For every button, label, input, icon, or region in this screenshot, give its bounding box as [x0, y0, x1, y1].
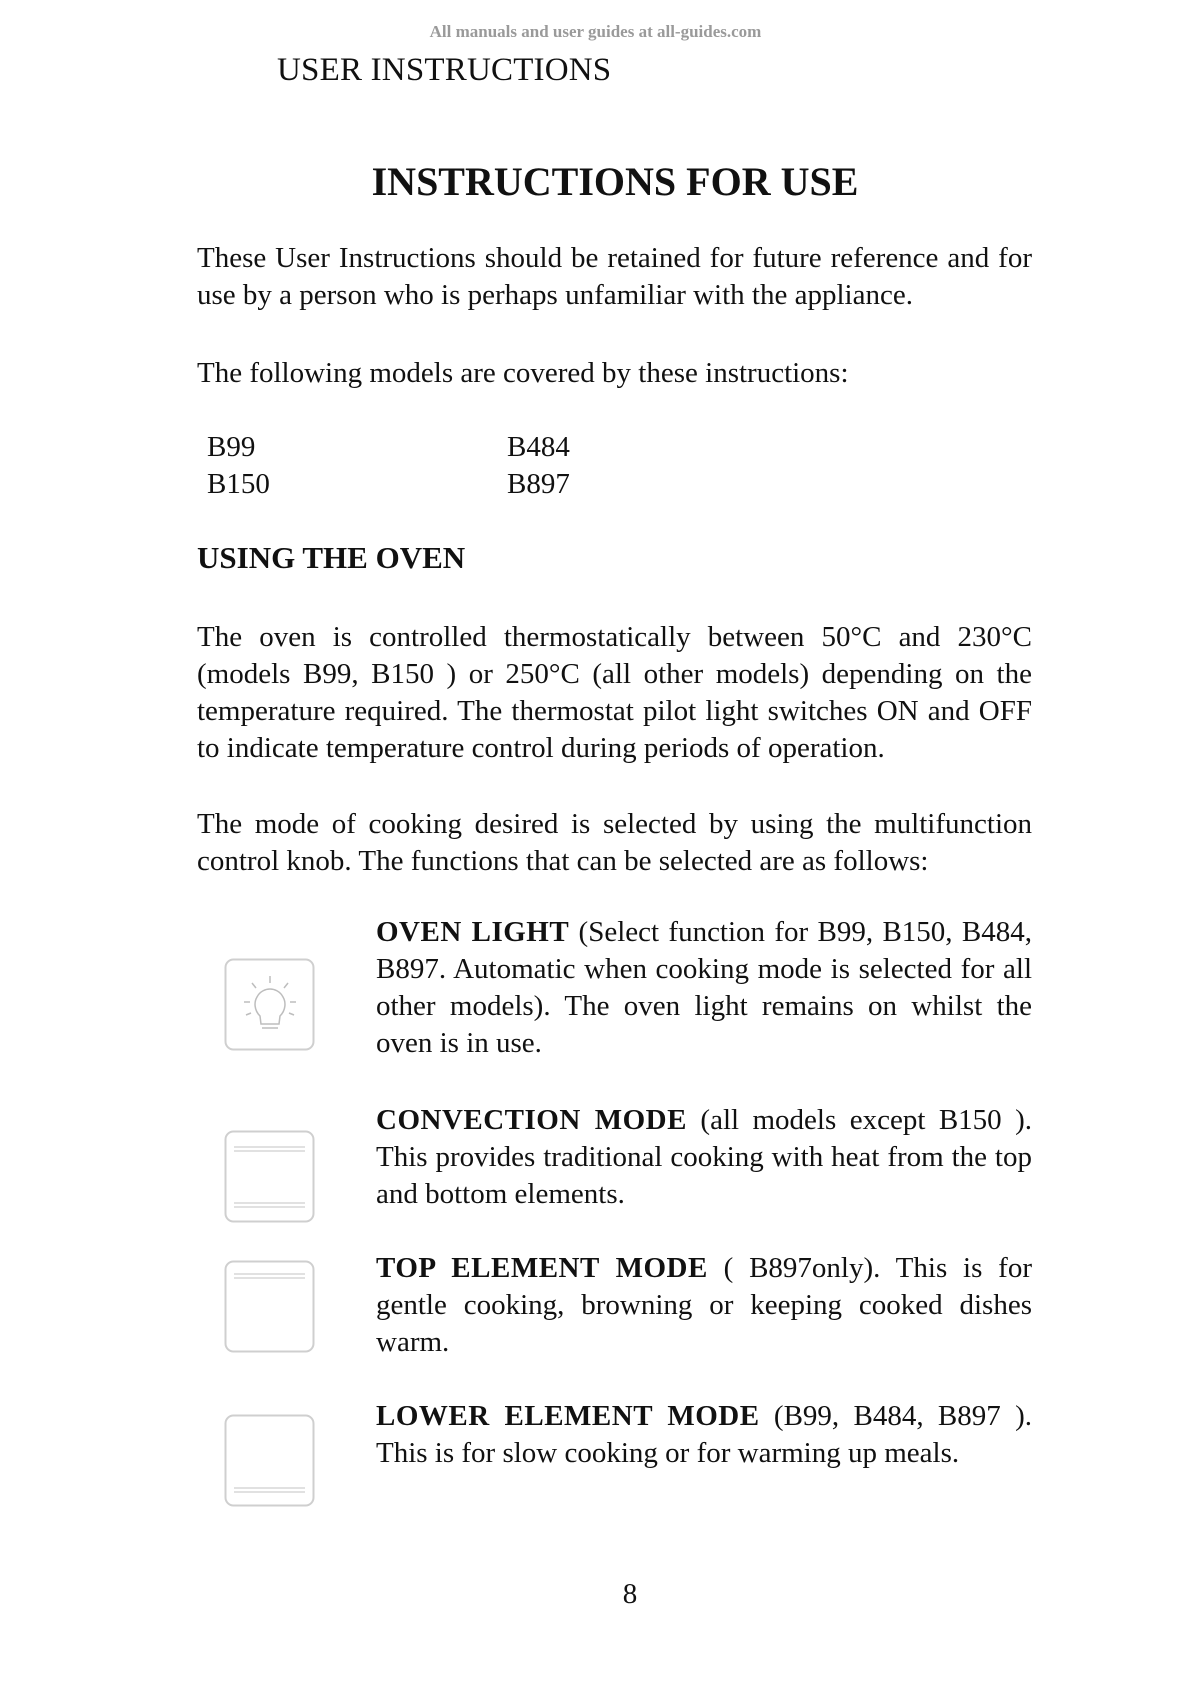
oven-light-icon: [224, 958, 315, 1051]
oven-paragraph: The oven is controlled thermostatically between 50°C and 230°C (models B99, B150 ) or 250°C (all other models) depending on the temperature required. The thermostat pilot light switches ON and OFF to indicate temperature control during periods of operation.: [197, 621, 1032, 764]
mode-title: CONVECTION MODE: [376, 1104, 687, 1136]
lower-element-icon: [224, 1414, 315, 1507]
convection-mode-icon: [224, 1130, 315, 1223]
mode-text: (Select function for B99, B150, B484, B897. Automatic when cooking mode is selected for all other models). The oven light remains on whilst the oven is in use.: [376, 916, 1032, 1059]
mode-text: (all models except B150 ). This provides traditional cooking with heat from the top and bottom elements.: [376, 1104, 1033, 1210]
mode-title: OVEN LIGHT: [376, 916, 570, 948]
page-title: INSTRUCTIONS FOR USE: [371, 159, 859, 204]
section-heading: USING THE OVEN: [197, 540, 466, 575]
mode-oven-light: [376, 914, 1032, 1062]
mode-title: LOWER ELEMENT MODE: [376, 1400, 760, 1432]
mode-text: (B99, B484, B897 ). This is for slow cooking or for warming up meals.: [376, 1400, 1033, 1469]
mode-convection: [376, 1102, 1032, 1213]
page-number: 8: [622, 1578, 638, 1610]
model-b99: B99: [207, 431, 256, 463]
mode-top-element: [376, 1250, 1032, 1361]
top-element-icon: [224, 1260, 315, 1353]
watermark: All manuals and user guides at all-guides.com: [429, 22, 762, 41]
mode-title: TOP ELEMENT MODE: [376, 1252, 708, 1284]
models-intro: The following models are covered by these instructions:: [197, 357, 849, 389]
mode-paragraph: The mode of cooking desired is selected by using the multifunction control knob. The functions that can be selected are as follows:: [197, 808, 1032, 877]
intro-paragraph: These User Instructions should be retained for future reference and for use by a person who is perhaps unfamiliar with the appliance.: [197, 242, 1032, 311]
mode-text: ( B897only). This is for gentle cooking, browning or keeping cooked dishes warm.: [376, 1252, 1033, 1358]
mode-lower-element: [376, 1398, 1032, 1472]
running-header: USER INSTRUCTIONS: [277, 52, 612, 88]
model-b484: B484: [507, 431, 570, 463]
model-b897: B897: [507, 468, 570, 500]
model-b150: B150: [207, 468, 270, 500]
